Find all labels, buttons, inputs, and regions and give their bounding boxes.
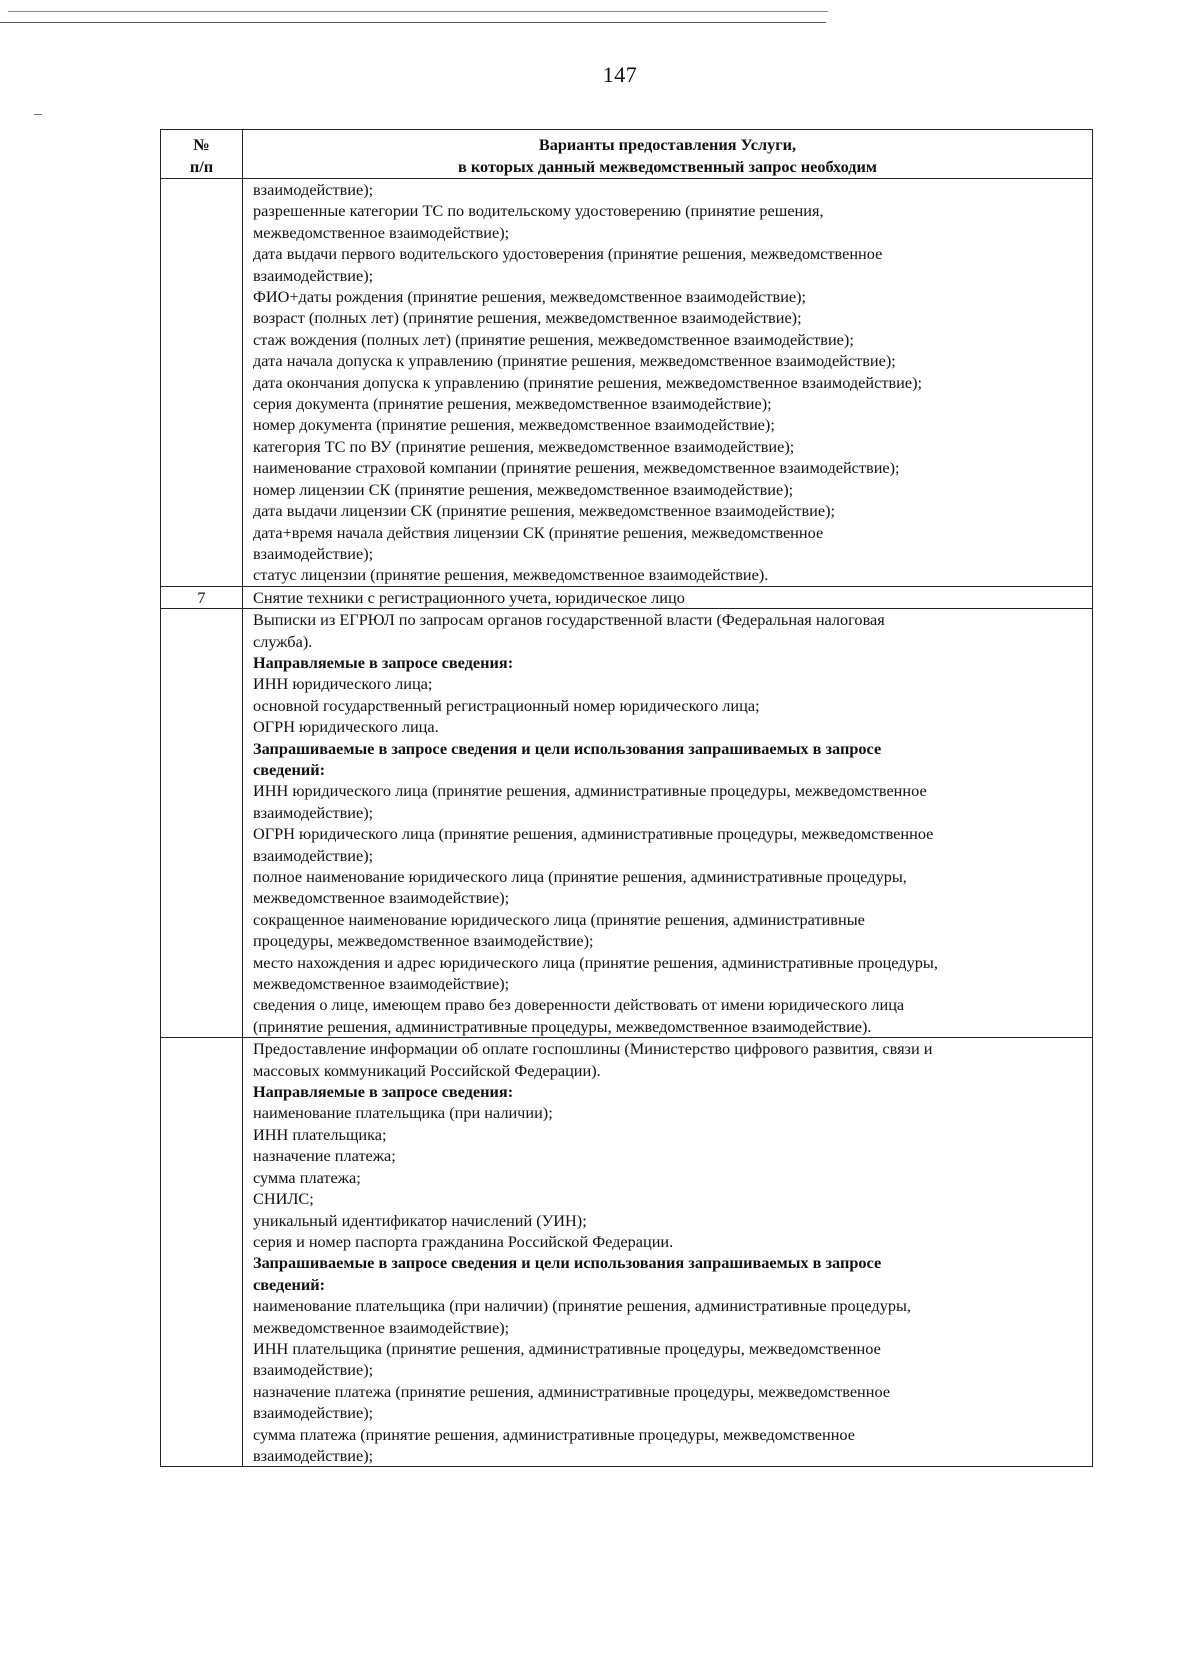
text-line: взаимодействие); (253, 265, 374, 285)
text-line: сумма платежа; (253, 1167, 361, 1187)
text-line: дата+время начала действия лицензии СК (принятие решения, межведомственное (253, 522, 824, 542)
text-line: полное наименование юридического лица (принятие решения, административные процедуры, (253, 867, 907, 886)
text-line: дата выдачи лицензии СК (принятие решения, межведомственное взаимодействие); (253, 501, 836, 521)
text-line: сумма платежа (принятие решения, административные процедуры, межведомственное (253, 1424, 855, 1444)
row-description-cell (243, 1038, 1093, 1467)
row-number-cell (161, 179, 243, 587)
page-number: 147 (602, 62, 638, 87)
text-line: ОГРН юридического лица (принятие решения, административные процедуры, межведомственное (253, 824, 934, 844)
text-line: возраст (полных лет) (принятие решения, межведомственное взаимодействие); (253, 308, 802, 328)
text-line: ИНН юридического лица; (253, 674, 433, 694)
text-line: категория ТС по ВУ (принятие решения, межведомственное взаимодействие); (253, 436, 795, 456)
text-line: сведения о лице, имеющем право без доверенности действовать от имени юридического лица (253, 995, 905, 1015)
text-line: межведомственное взаимодействие); (253, 888, 510, 908)
scan-edge-line (0, 22, 826, 23)
text-line: номер лицензии СК (принятие решения, межведомственное взаимодействие); (253, 479, 794, 499)
row-number-cell: 7 (161, 586, 243, 608)
services-table (160, 129, 1093, 1467)
header-description-line1: Варианты предоставления Услуги, (538, 135, 797, 154)
section-heading-line: сведений: (253, 1274, 326, 1294)
table-row (161, 586, 1093, 608)
text-line: взаимодействие); (253, 1403, 374, 1423)
header-description-line2: в которых данный межведомственный запрос необходим (458, 157, 877, 176)
text-line: серия документа (принятие решения, межведомственное взаимодействие); (253, 394, 772, 414)
text-line: ИНН плательщика; (253, 1124, 387, 1144)
row-number-cell (161, 1038, 243, 1467)
header-number-column (161, 130, 243, 179)
text-line: сокращенное наименование юридического лица (принятие решения, административные (253, 909, 865, 929)
row-description-cell (243, 179, 1093, 587)
text-line: назначение платежа (принятие решения, административные процедуры, межведомственное (253, 1381, 891, 1401)
table-row (161, 1038, 1093, 1467)
text-line: серия и номер паспорта гражданина Российской Федерации. (253, 1231, 674, 1251)
section-heading-line: Направляемые в запросе сведения: (253, 652, 514, 672)
text-line: уникальный идентификатор начислений (УИН); (253, 1210, 587, 1230)
text-line: наименование плательщика (при наличии); (253, 1103, 553, 1123)
header-number-line2: п/п (189, 157, 214, 176)
text-line: Предоставление информации об оплате госпошлины (Министерство цифрового развития, связи и (253, 1039, 933, 1059)
text-line: массовых коммуникаций Российской Федерации). (253, 1060, 601, 1080)
text-line: наименование страховой компании (принятие решения, межведомственное взаимодействие); (253, 458, 900, 478)
text-line: разрешенные категории ТС по водительскому удостоверению (принятие решения, (253, 201, 824, 221)
text-line: ФИО+даты рождения (принятие решения, межведомственное взаимодействие); (253, 287, 807, 307)
section-heading-line: Запрашиваемые в запросе сведения и цели использования запрашиваемых в запросе (253, 1253, 882, 1273)
text-line: номер документа (принятие решения, межведомственное взаимодействие); (253, 415, 775, 435)
text-line: Снятие техники с регистрационного учета, юридическое лицо (253, 587, 685, 607)
text-line: СНИЛС; (253, 1189, 314, 1209)
text-line: ИНН плательщика (принятие решения, административные процедуры, межведомственное (253, 1338, 881, 1358)
text-line: взаимодействие); (253, 543, 374, 563)
table-row (161, 179, 1093, 587)
text-line: ИНН юридического лица (принятие решения, административные процедуры, межведомственное (253, 781, 927, 801)
text-line: стаж вождения (полных лет) (принятие решения, межведомственное взаимодействие); (253, 329, 854, 349)
text-line: место нахождения и адрес юридического лица (принятие решения, административные процедуры, (253, 952, 938, 972)
table-row (161, 609, 1093, 1038)
header-description-column (243, 130, 1093, 179)
text-line: Выписки из ЕГРЮЛ по запросам органов государственной власти (Федеральная налоговая (253, 610, 885, 630)
text-line: наименование плательщика (при наличии) (принятие решения, административные процедуры, (253, 1296, 911, 1316)
text-line: (принятие решения, административные процедуры, межведомственное взаимодействие). (253, 1016, 872, 1036)
row-description-cell (243, 586, 1093, 608)
header-number-line1: № (193, 135, 210, 154)
text-line: взаимодействие); (253, 802, 374, 822)
scan-mark (34, 114, 42, 115)
table-body (161, 179, 1093, 1467)
text-line: дата окончания допуска к управлению (принятие решения, межведомственное взаимодействие); (253, 372, 923, 392)
text-line: взаимодействие); (253, 1445, 374, 1465)
section-heading-line: сведений: (253, 759, 326, 779)
table-header-row (161, 130, 1093, 179)
text-line: межведомственное взаимодействие); (253, 974, 510, 994)
text-line: статус лицензии (принятие решения, межведомственное взаимодействие). (253, 565, 769, 585)
row-number-cell (161, 609, 243, 1038)
text-line: назначение платежа; (253, 1146, 396, 1166)
text-line: дата выдачи первого водительского удостоверения (принятие решения, межведомственное (253, 244, 883, 264)
text-line: межведомственное взаимодействие); (253, 1317, 510, 1337)
text-line: ОГРН юридического лица. (253, 717, 439, 737)
text-line: служба). (253, 631, 313, 651)
scan-edge-line (8, 11, 828, 12)
text-line: процедуры, межведомственное взаимодействие); (253, 931, 594, 951)
row-description-cell (243, 609, 1093, 1038)
text-line: дата начала допуска к управлению (принятие решения, межведомственное взаимодействие); (253, 351, 896, 371)
text-line: взаимодействие); (253, 180, 374, 199)
section-heading-line: Направляемые в запросе сведения: (253, 1082, 514, 1102)
text-line: межведомственное взаимодействие); (253, 222, 510, 242)
text-line: взаимодействие); (253, 1360, 374, 1380)
text-line: основной государственный регистрационный номер юридического лица; (253, 695, 760, 715)
text-line: взаимодействие); (253, 845, 374, 865)
section-heading-line: Запрашиваемые в запросе сведения и цели использования запрашиваемых в запросе (253, 738, 882, 758)
